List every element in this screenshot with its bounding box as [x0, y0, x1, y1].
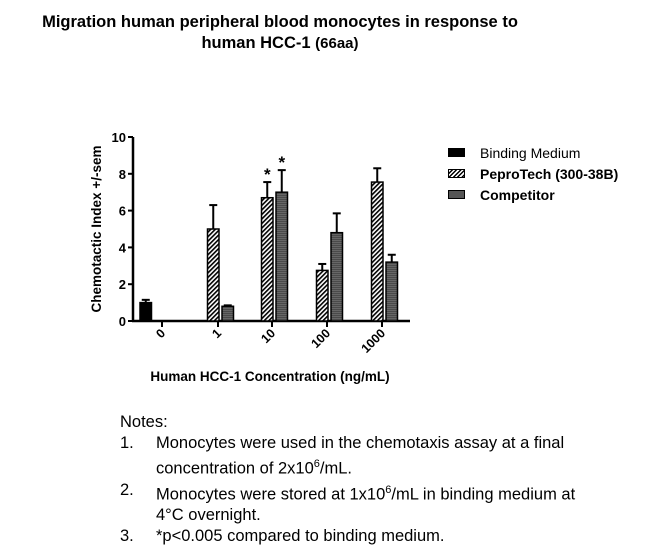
bar-peprotech-300-38b- [208, 229, 220, 321]
legend-item-peprotech [448, 163, 618, 184]
chart-legend [448, 142, 618, 205]
note-item [120, 526, 576, 547]
note-text [156, 480, 576, 527]
legend-label: Binding Medium [480, 144, 581, 161]
note-text [156, 526, 576, 547]
y-tick-label: 0 [118, 314, 126, 329]
legend-label: PeproTech (300-38B) [480, 165, 619, 182]
y-axis-label: Chemotactic Index +/-sem [89, 145, 104, 313]
note-text-part: /mL. [319, 459, 352, 478]
bar-peprotech-300-38b- [372, 182, 384, 321]
x-tick-label: 1 [209, 326, 225, 342]
x-tick-label: 100 [308, 326, 334, 351]
x-axis-label: Human HCC-1 Concentration (ng/mL) [150, 369, 390, 384]
note-text-part: Monocytes were used in the chemotaxis assay at a final concentration of 2x10 [156, 434, 565, 478]
significance-asterisk: * [278, 153, 286, 173]
bar-competitor [222, 306, 234, 321]
y-tick-label: 6 [118, 203, 126, 219]
chart-bars [140, 168, 398, 321]
bar-binding-medium [140, 303, 152, 321]
note-text-part: /mL in binding medium at 4°C overnight. [156, 485, 576, 524]
x-tick-label: 1000 [358, 326, 389, 356]
note-text [156, 433, 576, 480]
notes-header: Notes: [120, 413, 168, 431]
note-number: 3. [120, 527, 134, 545]
y-tick-label: 10 [111, 130, 126, 145]
note-item [120, 480, 576, 527]
y-tick-label: 4 [118, 240, 126, 256]
x-tick-label: 10 [258, 326, 279, 346]
note-superscript: 6 [385, 483, 392, 496]
note-number: 1. [120, 434, 134, 452]
bar-peprotech-300-38b- [262, 198, 274, 321]
title-line-1: Migration human peripheral blood monocytes in response to [42, 13, 518, 31]
title-subtitle: (66aa) [315, 35, 359, 52]
bar-competitor [276, 192, 288, 321]
notes-section [120, 412, 576, 547]
legend-swatch-black [448, 148, 465, 157]
bar-competitor [331, 233, 343, 321]
x-tick-label: 0 [153, 326, 169, 342]
note-superscript: 6 [313, 458, 320, 470]
note-text-part: Monocytes were stored at 1x10 [156, 485, 386, 503]
note-number: 2. [120, 480, 134, 499]
y-tick-label: 8 [118, 166, 126, 182]
legend-label: Competitor [480, 186, 555, 203]
legend-swatch-hatched [448, 169, 465, 178]
significance-asterisk: * [263, 165, 271, 185]
bar-peprotech-300-38b- [317, 270, 329, 321]
note-item [120, 433, 576, 480]
legend-swatch-grey [448, 190, 465, 199]
legend-item-binding-medium [448, 142, 618, 163]
title-main: human HCC-1 [201, 34, 311, 52]
bar-competitor [386, 262, 398, 321]
legend-item-competitor [448, 184, 618, 205]
y-tick-label: 2 [118, 277, 126, 293]
note-text-part: *p<0.005 compared to binding medium. [156, 527, 445, 545]
